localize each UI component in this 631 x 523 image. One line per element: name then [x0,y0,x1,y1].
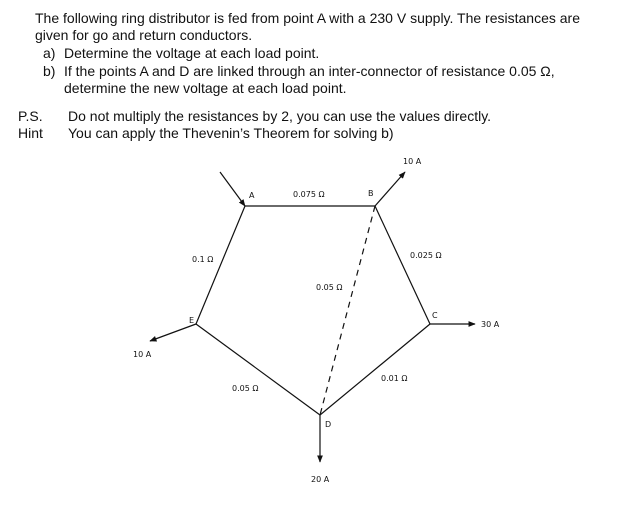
hint-text: You can apply the Thevenin’s Theorem for solving b) [68,125,394,141]
part-a-text: Determine the voltage at each load point. [64,45,320,61]
node-label-b: B [368,189,374,198]
resistance-label-ea: 0.1 Ω [192,255,214,264]
intro-line-2: given for go and return conductors. [35,27,253,43]
part-b-line-1: If the points A and D are linked through an inter-connector of resistance 0.05 Ω, [64,63,555,79]
supply-feed-arrow-a [220,172,245,206]
resistance-label-de: 0.05 Ω [232,384,259,393]
load-label-c: 30 A [481,320,500,329]
resistance-label-interconnector: 0.05 Ω [316,283,343,292]
ps-label: P.S. [18,108,43,124]
interconnector-dashed-line [320,206,375,415]
edge-bc [375,206,430,324]
resistance-label-bc: 0.025 Ω [410,251,442,260]
resistance-label-ab: 0.075 Ω [293,190,325,199]
hint-label: Hint [18,125,43,141]
node-label-a: A [249,191,255,200]
load-arrow-e [150,324,196,341]
load-arrow-b [375,172,405,206]
edge-de [196,324,320,415]
resistance-label-cd: 0.01 Ω [381,374,408,383]
intro-line-1: The following ring distributor is fed from point A with a 230 V supply. The resistances are [35,10,580,26]
part-b-label: b) [43,63,56,79]
edge-cd [320,324,430,415]
node-label-e: E [189,316,195,325]
load-label-b: 10 A [403,157,422,166]
ps-text: Do not multiply the resistances by 2, you can use the values directly. [68,108,492,124]
part-a-label: a) [43,45,56,61]
edge-ea [196,206,245,324]
part-b-line-2: determine the new voltage at each load point. [64,80,347,96]
node-label-c: C [432,311,438,320]
load-label-e: 10 A [133,350,152,359]
load-label-d: 20 A [311,475,330,484]
node-label-d: D [325,420,332,429]
